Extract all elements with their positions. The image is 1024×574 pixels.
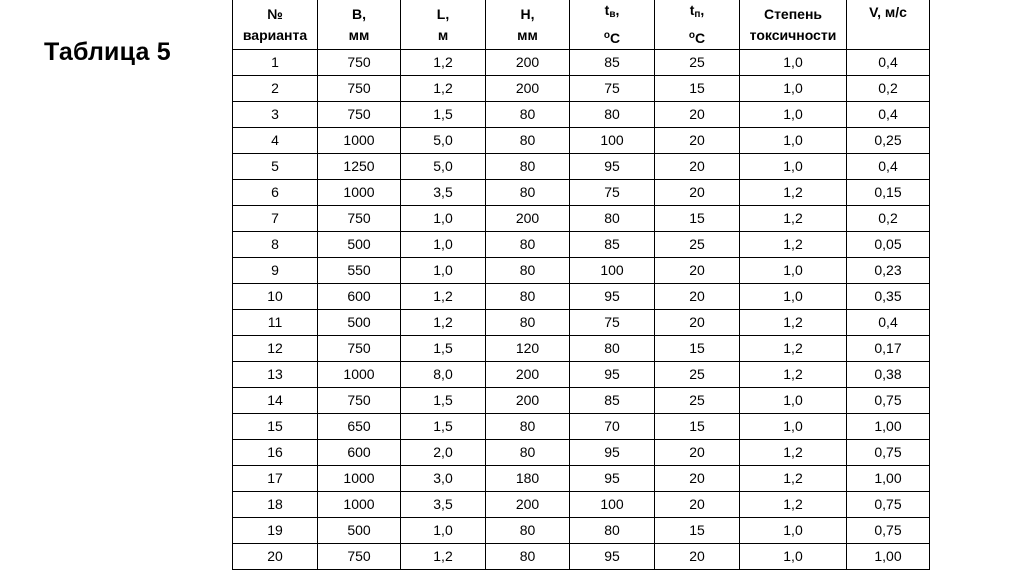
- l-cell: 1,5: [401, 336, 486, 362]
- variant-cell: 8: [233, 232, 318, 258]
- b-cell: 600: [318, 440, 401, 466]
- t-inflow-cell: 20: [655, 492, 740, 518]
- header-b-mm: B, мм: [318, 0, 401, 50]
- t-inside-cell: 80: [570, 518, 655, 544]
- variant-cell: 2: [233, 76, 318, 102]
- toxicity-cell: 1,0: [740, 414, 847, 440]
- l-cell: 1,0: [401, 518, 486, 544]
- t-inside-cell: 80: [570, 336, 655, 362]
- b-cell: 1250: [318, 154, 401, 180]
- l-cell: 5,0: [401, 128, 486, 154]
- toxicity-cell: 1,2: [740, 362, 847, 388]
- l-cell: 5,0: [401, 154, 486, 180]
- h-cell: 80: [486, 414, 570, 440]
- h-cell: 80: [486, 284, 570, 310]
- variant-cell: 13: [233, 362, 318, 388]
- h-cell: 180: [486, 466, 570, 492]
- l-cell: 1,2: [401, 544, 486, 570]
- h-cell: 200: [486, 362, 570, 388]
- table-row: [233, 310, 930, 336]
- table-row: [233, 284, 930, 310]
- velocity-cell: 0,4: [847, 154, 930, 180]
- t-inflow-cell: 25: [655, 232, 740, 258]
- toxicity-cell: 1,0: [740, 518, 847, 544]
- l-cell: 1,2: [401, 284, 486, 310]
- table-row: [233, 518, 930, 544]
- variant-cell: 20: [233, 544, 318, 570]
- b-cell: 500: [318, 518, 401, 544]
- toxicity-cell: 1,0: [740, 50, 847, 76]
- table-header-row: [233, 0, 930, 50]
- h-cell: 80: [486, 128, 570, 154]
- variant-cell: 19: [233, 518, 318, 544]
- variant-cell: 17: [233, 466, 318, 492]
- header-t-inflow: tп, $^o$C: [655, 0, 740, 50]
- l-cell: 1,0: [401, 258, 486, 284]
- t-inflow-cell: 20: [655, 180, 740, 206]
- velocity-cell: 0,4: [847, 50, 930, 76]
- t-inflow-cell: 20: [655, 544, 740, 570]
- t-inside-cell: 95: [570, 466, 655, 492]
- b-cell: 650: [318, 414, 401, 440]
- toxicity-cell: 1,0: [740, 388, 847, 414]
- table-row: [233, 492, 930, 518]
- h-cell: 80: [486, 544, 570, 570]
- l-cell: 1,2: [401, 310, 486, 336]
- table-row: [233, 154, 930, 180]
- toxicity-cell: 1,0: [740, 284, 847, 310]
- toxicity-cell: 1,2: [740, 440, 847, 466]
- table-row: [233, 128, 930, 154]
- l-cell: 3,5: [401, 492, 486, 518]
- t-inside-cell: 75: [570, 310, 655, 336]
- h-cell: 80: [486, 518, 570, 544]
- toxicity-cell: 1,0: [740, 128, 847, 154]
- variant-cell: 3: [233, 102, 318, 128]
- toxicity-cell: 1,0: [740, 154, 847, 180]
- toxicity-cell: 1,2: [740, 232, 847, 258]
- t-inside-cell: 100: [570, 492, 655, 518]
- header-variant-number: № варианта: [233, 0, 318, 50]
- velocity-cell: 1,00: [847, 466, 930, 492]
- h-cell: 200: [486, 388, 570, 414]
- t-inside-cell: 70: [570, 414, 655, 440]
- l-cell: 3,5: [401, 180, 486, 206]
- l-cell: 1,5: [401, 388, 486, 414]
- t-inside-cell: 85: [570, 232, 655, 258]
- h-cell: 200: [486, 76, 570, 102]
- t-inflow-cell: 20: [655, 440, 740, 466]
- velocity-cell: 0,05: [847, 232, 930, 258]
- table-row: [233, 206, 930, 232]
- l-cell: 1,5: [401, 102, 486, 128]
- b-cell: 550: [318, 258, 401, 284]
- l-cell: 1,5: [401, 414, 486, 440]
- t-inside-cell: 100: [570, 258, 655, 284]
- t-inflow-cell: 15: [655, 414, 740, 440]
- h-cell: 80: [486, 310, 570, 336]
- h-cell: 200: [486, 206, 570, 232]
- page-title: Таблица 5: [44, 38, 171, 66]
- t-inflow-cell: 20: [655, 310, 740, 336]
- t-inflow-cell: 15: [655, 76, 740, 102]
- table-body: [233, 50, 930, 570]
- velocity-cell: 0,2: [847, 206, 930, 232]
- b-cell: 1000: [318, 362, 401, 388]
- toxicity-cell: 1,0: [740, 76, 847, 102]
- toxicity-cell: 1,2: [740, 310, 847, 336]
- toxicity-cell: 1,2: [740, 180, 847, 206]
- variant-cell: 11: [233, 310, 318, 336]
- velocity-cell: 0,75: [847, 440, 930, 466]
- velocity-cell: 0,38: [847, 362, 930, 388]
- l-cell: 1,2: [401, 76, 486, 102]
- variant-cell: 12: [233, 336, 318, 362]
- table-row: [233, 544, 930, 570]
- h-cell: 80: [486, 180, 570, 206]
- table-row: [233, 232, 930, 258]
- variant-cell: 15: [233, 414, 318, 440]
- b-cell: 1000: [318, 128, 401, 154]
- t-inside-cell: 95: [570, 154, 655, 180]
- h-cell: 80: [486, 258, 570, 284]
- t-inflow-cell: 25: [655, 50, 740, 76]
- b-cell: 750: [318, 544, 401, 570]
- velocity-cell: 0,75: [847, 388, 930, 414]
- b-cell: 1000: [318, 492, 401, 518]
- table-row: [233, 336, 930, 362]
- toxicity-cell: 1,2: [740, 466, 847, 492]
- variant-cell: 6: [233, 180, 318, 206]
- l-cell: 1,0: [401, 232, 486, 258]
- toxicity-cell: 1,0: [740, 102, 847, 128]
- velocity-cell: 1,00: [847, 544, 930, 570]
- variant-cell: 10: [233, 284, 318, 310]
- b-cell: 750: [318, 388, 401, 414]
- h-cell: 200: [486, 492, 570, 518]
- t-inside-cell: 100: [570, 128, 655, 154]
- b-cell: 750: [318, 102, 401, 128]
- velocity-cell: 0,2: [847, 76, 930, 102]
- t-inflow-cell: 20: [655, 128, 740, 154]
- t-inside-cell: 85: [570, 50, 655, 76]
- header-velocity: V, м/с: [847, 0, 930, 50]
- l-cell: 8,0: [401, 362, 486, 388]
- h-cell: 120: [486, 336, 570, 362]
- h-cell: 80: [486, 154, 570, 180]
- velocity-cell: 0,15: [847, 180, 930, 206]
- velocity-cell: 0,4: [847, 102, 930, 128]
- t-inside-cell: 95: [570, 544, 655, 570]
- b-cell: 500: [318, 310, 401, 336]
- b-cell: 750: [318, 76, 401, 102]
- velocity-cell: 0,75: [847, 518, 930, 544]
- b-cell: 750: [318, 336, 401, 362]
- h-cell: 200: [486, 50, 570, 76]
- t-inflow-cell: 25: [655, 362, 740, 388]
- variants-table: [232, 0, 930, 570]
- table-row: [233, 466, 930, 492]
- variant-cell: 7: [233, 206, 318, 232]
- t-inflow-cell: 20: [655, 258, 740, 284]
- variant-cell: 5: [233, 154, 318, 180]
- table-row: [233, 362, 930, 388]
- table-row: [233, 102, 930, 128]
- variant-cell: 14: [233, 388, 318, 414]
- t-inside-cell: 80: [570, 102, 655, 128]
- t-inflow-cell: 20: [655, 466, 740, 492]
- variant-cell: 9: [233, 258, 318, 284]
- header-l-m: L, м: [401, 0, 486, 50]
- t-inflow-cell: 15: [655, 518, 740, 544]
- t-inside-cell: 95: [570, 362, 655, 388]
- table-row: [233, 180, 930, 206]
- t-inflow-cell: 25: [655, 388, 740, 414]
- table-row: [233, 50, 930, 76]
- t-inflow-cell: 20: [655, 284, 740, 310]
- b-cell: 1000: [318, 466, 401, 492]
- b-cell: 1000: [318, 180, 401, 206]
- velocity-cell: 0,23: [847, 258, 930, 284]
- l-cell: 1,2: [401, 50, 486, 76]
- b-cell: 750: [318, 50, 401, 76]
- variant-cell: 16: [233, 440, 318, 466]
- table-row: [233, 258, 930, 284]
- b-cell: 500: [318, 232, 401, 258]
- l-cell: 2,0: [401, 440, 486, 466]
- variant-cell: 1: [233, 50, 318, 76]
- variant-cell: 18: [233, 492, 318, 518]
- l-cell: 3,0: [401, 466, 486, 492]
- header-t-inside: tв, $^o$C: [570, 0, 655, 50]
- table-row: [233, 388, 930, 414]
- b-cell: 750: [318, 206, 401, 232]
- t-inside-cell: 95: [570, 440, 655, 466]
- h-cell: 80: [486, 440, 570, 466]
- toxicity-cell: 1,2: [740, 206, 847, 232]
- velocity-cell: 0,75: [847, 492, 930, 518]
- velocity-cell: 1,00: [847, 414, 930, 440]
- velocity-cell: 0,25: [847, 128, 930, 154]
- toxicity-cell: 1,2: [740, 336, 847, 362]
- t-inflow-cell: 20: [655, 154, 740, 180]
- header-h-mm: H, мм: [486, 0, 570, 50]
- h-cell: 80: [486, 232, 570, 258]
- table-row: [233, 414, 930, 440]
- velocity-cell: 0,17: [847, 336, 930, 362]
- t-inside-cell: 95: [570, 284, 655, 310]
- t-inflow-cell: 15: [655, 206, 740, 232]
- header-toxicity: Степень токсичности: [740, 0, 847, 50]
- t-inflow-cell: 20: [655, 102, 740, 128]
- table-row: [233, 76, 930, 102]
- t-inside-cell: 75: [570, 180, 655, 206]
- b-cell: 600: [318, 284, 401, 310]
- l-cell: 1,0: [401, 206, 486, 232]
- velocity-cell: 0,35: [847, 284, 930, 310]
- toxicity-cell: 1,0: [740, 544, 847, 570]
- t-inside-cell: 85: [570, 388, 655, 414]
- toxicity-cell: 1,0: [740, 258, 847, 284]
- h-cell: 80: [486, 102, 570, 128]
- table-row: [233, 440, 930, 466]
- t-inflow-cell: 15: [655, 336, 740, 362]
- toxicity-cell: 1,2: [740, 492, 847, 518]
- variant-cell: 4: [233, 128, 318, 154]
- t-inside-cell: 80: [570, 206, 655, 232]
- t-inside-cell: 75: [570, 76, 655, 102]
- velocity-cell: 0,4: [847, 310, 930, 336]
